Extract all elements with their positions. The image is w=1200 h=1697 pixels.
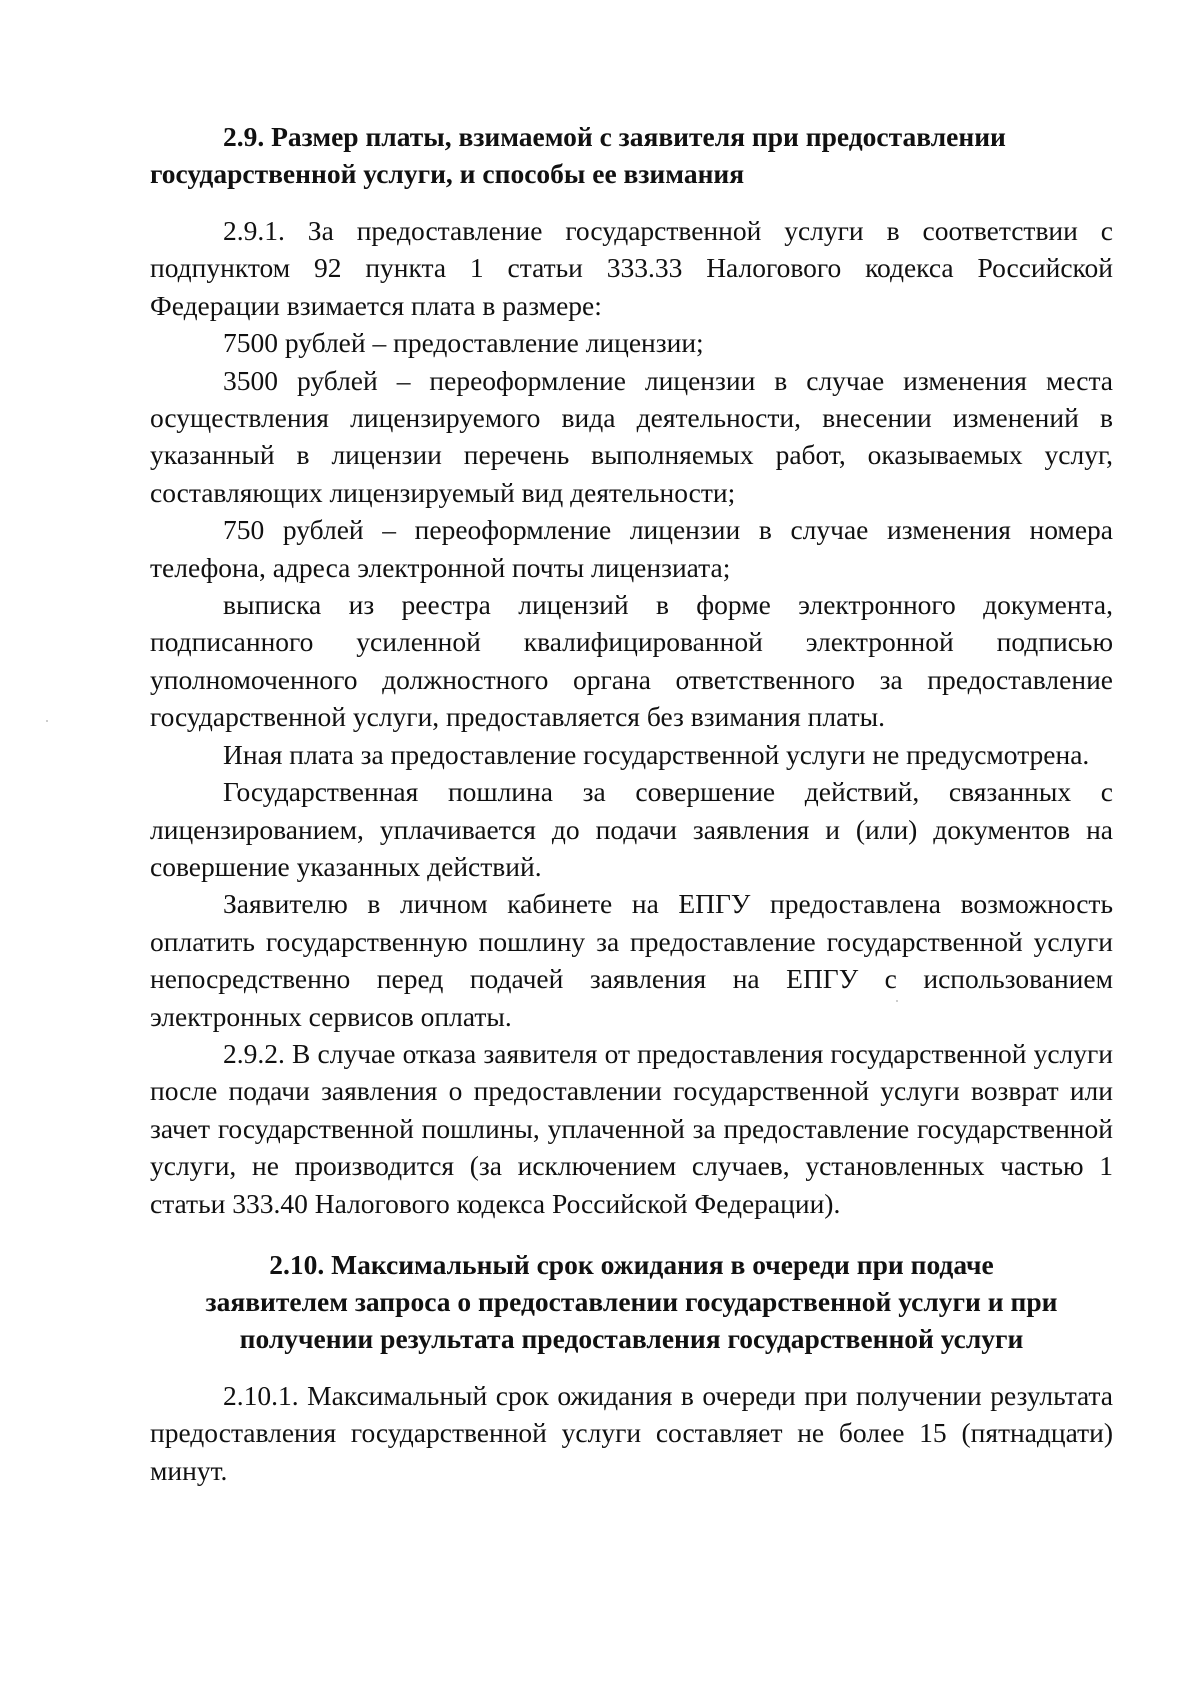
section-2-10-heading-line-2: заявителем запроса о предоставлении государственной услуги и при [205,1285,1058,1317]
section-2-9-heading: 2.9. Размер платы, взимаемой с заявителя при предоставлении государственной услуги, и способы ее взимания [150,121,1006,189]
paragraph-state-duty: Государственная пошлина за совершение действий, связанных с лицензированием, уплачивается до подачи заявления и (или) документов на совершение указанных действий. [150,776,1113,882]
paragraph-2-9-2: 2.9.2. В случае отказа заявителя от предоставления государственной услуги после подачи заявления о предоставлении государственной услуги возврат или зачет государственной пошлины, уплаченной за предоставление государственной услуги, не производится (за исключением случаев, установленных частью 1 статьи 333.40 Налогового кодекса Российской Федерации). [150,1037,1113,1219]
paragraph-registry-extract: выписка из реестра лицензий в форме электронного документа, подписанного усиленной квалифицированной электронной подписью уполномоченного должностного органа ответственного за предоставление государственной услуги, предоставляется без взимания платы. [150,589,1113,733]
paragraph-2-9-1: 2.9.1. За предоставление государственной услуги в соответствии с подпунктом 92 пункта 1 статьи 333.33 Налогового кодекса Российской Федерации взимается плата в размере: [150,215,1113,321]
paragraph-fee-reissue-phone: 750 рублей – переоформление лицензии в случае изменения номера телефона, адреса электронной почты лицензиата; [150,514,1113,583]
section-2-10-heading-line-1: 2.10. Максимальный срок ожидания в очереди при подаче [269,1248,994,1280]
section-2-10-heading-line-3: получении результата предоставления государственной услуги [239,1322,1024,1354]
paragraph-fee-reissue-place: 3500 рублей – переоформление лицензии в случае изменения места осуществления лицензируемого вида деятельности, внесении изменений в указанный в лицензии перечень выполняемых работ, оказываемых услуг, составляющих лицензируемый вид деятельности; [150,364,1113,508]
section-2-10-heading [150,1246,1113,1357]
paragraph-epgu-payment: Заявителю в личном кабинете на ЕПГУ предоставлена возможность оплатить государственную пошлину за предоставление государственной услуги непосредственно перед подачей заявления на ЕПГУ с использованием электронных сервисов оплаты. [150,888,1113,1032]
paragraph-no-other-fee: Иная плата за предоставление государственной услуги не предусмотрена. [223,738,1090,770]
scan-speck [896,1000,898,1002]
paragraph-2-10-1: 2.10.1. Максимальный срок ожидания в очереди при получении результата предоставления государственной услуги составляет не более 15 (пятнадцати) минут. [150,1379,1113,1486]
scan-speck [46,720,48,722]
paragraph-fee-license: 7500 рублей – предоставление лицензии; [223,327,704,359]
document-page [150,118,1113,1489]
